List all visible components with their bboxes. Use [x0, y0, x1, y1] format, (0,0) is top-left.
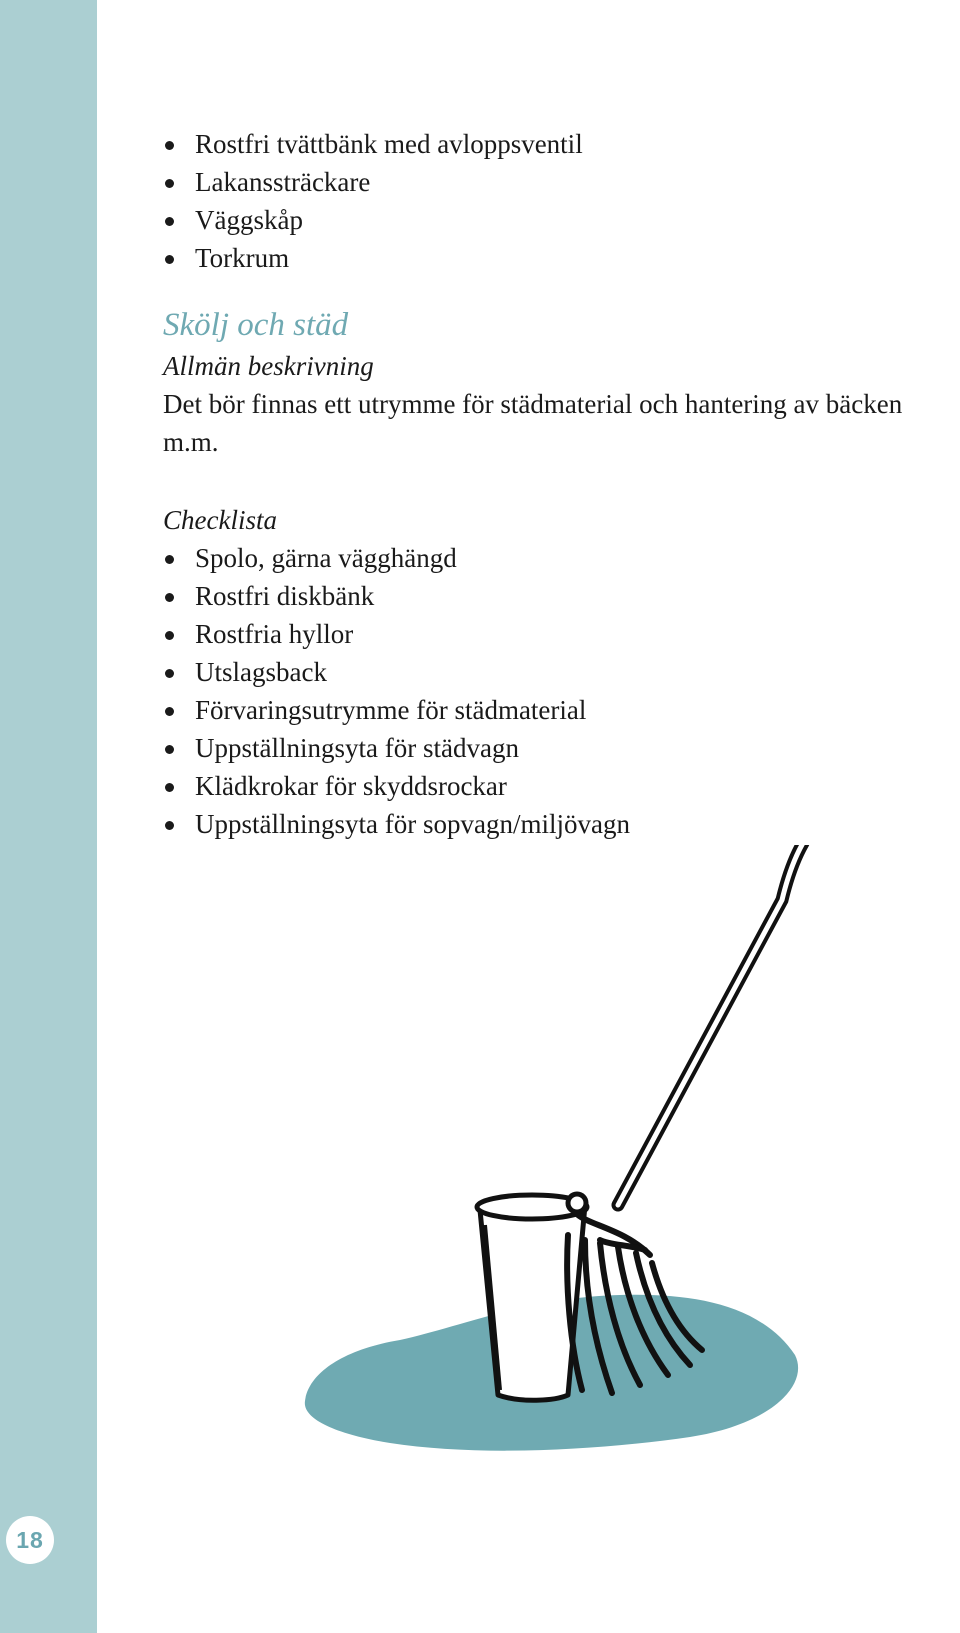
mop-ring [568, 1194, 586, 1212]
page-content [163, 125, 953, 843]
equipment-list [163, 125, 953, 277]
list-item: Torkrum [163, 239, 953, 277]
checklist-heading: Checklista [163, 505, 277, 535]
list-item: Uppställningsyta för sopvagn/miljövagn [163, 805, 953, 843]
list-item: Väggskåp [163, 201, 953, 239]
list-item: Spolo, gärna vägghängd [163, 539, 953, 577]
list-item: Uppställningsyta för städvagn [163, 729, 953, 767]
list-item: Utslagsback [163, 653, 953, 691]
list-item: Klädkrokar för skyddsrockar [163, 767, 953, 805]
description-paragraph: Det bör finnas ett utrymme för städmaterial och hantering av bäcken m.m. [163, 389, 903, 457]
general-description-heading: Allmän beskrivning [163, 351, 374, 381]
list-item: Rostfria hyllor [163, 615, 953, 653]
checklist [163, 539, 953, 843]
list-item: Rostfri diskbänk [163, 577, 953, 615]
side-band [0, 0, 97, 1633]
mop-and-bucket-icon [300, 845, 840, 1465]
page-number: 18 [6, 1516, 54, 1564]
list-item: Lakanssträckare [163, 163, 953, 201]
list-item: Förvaringsutrymme för städmaterial [163, 691, 953, 729]
list-item: Rostfri tvättbänk med avloppsventil [163, 125, 953, 163]
section-title: Skölj och städ [163, 307, 349, 343]
